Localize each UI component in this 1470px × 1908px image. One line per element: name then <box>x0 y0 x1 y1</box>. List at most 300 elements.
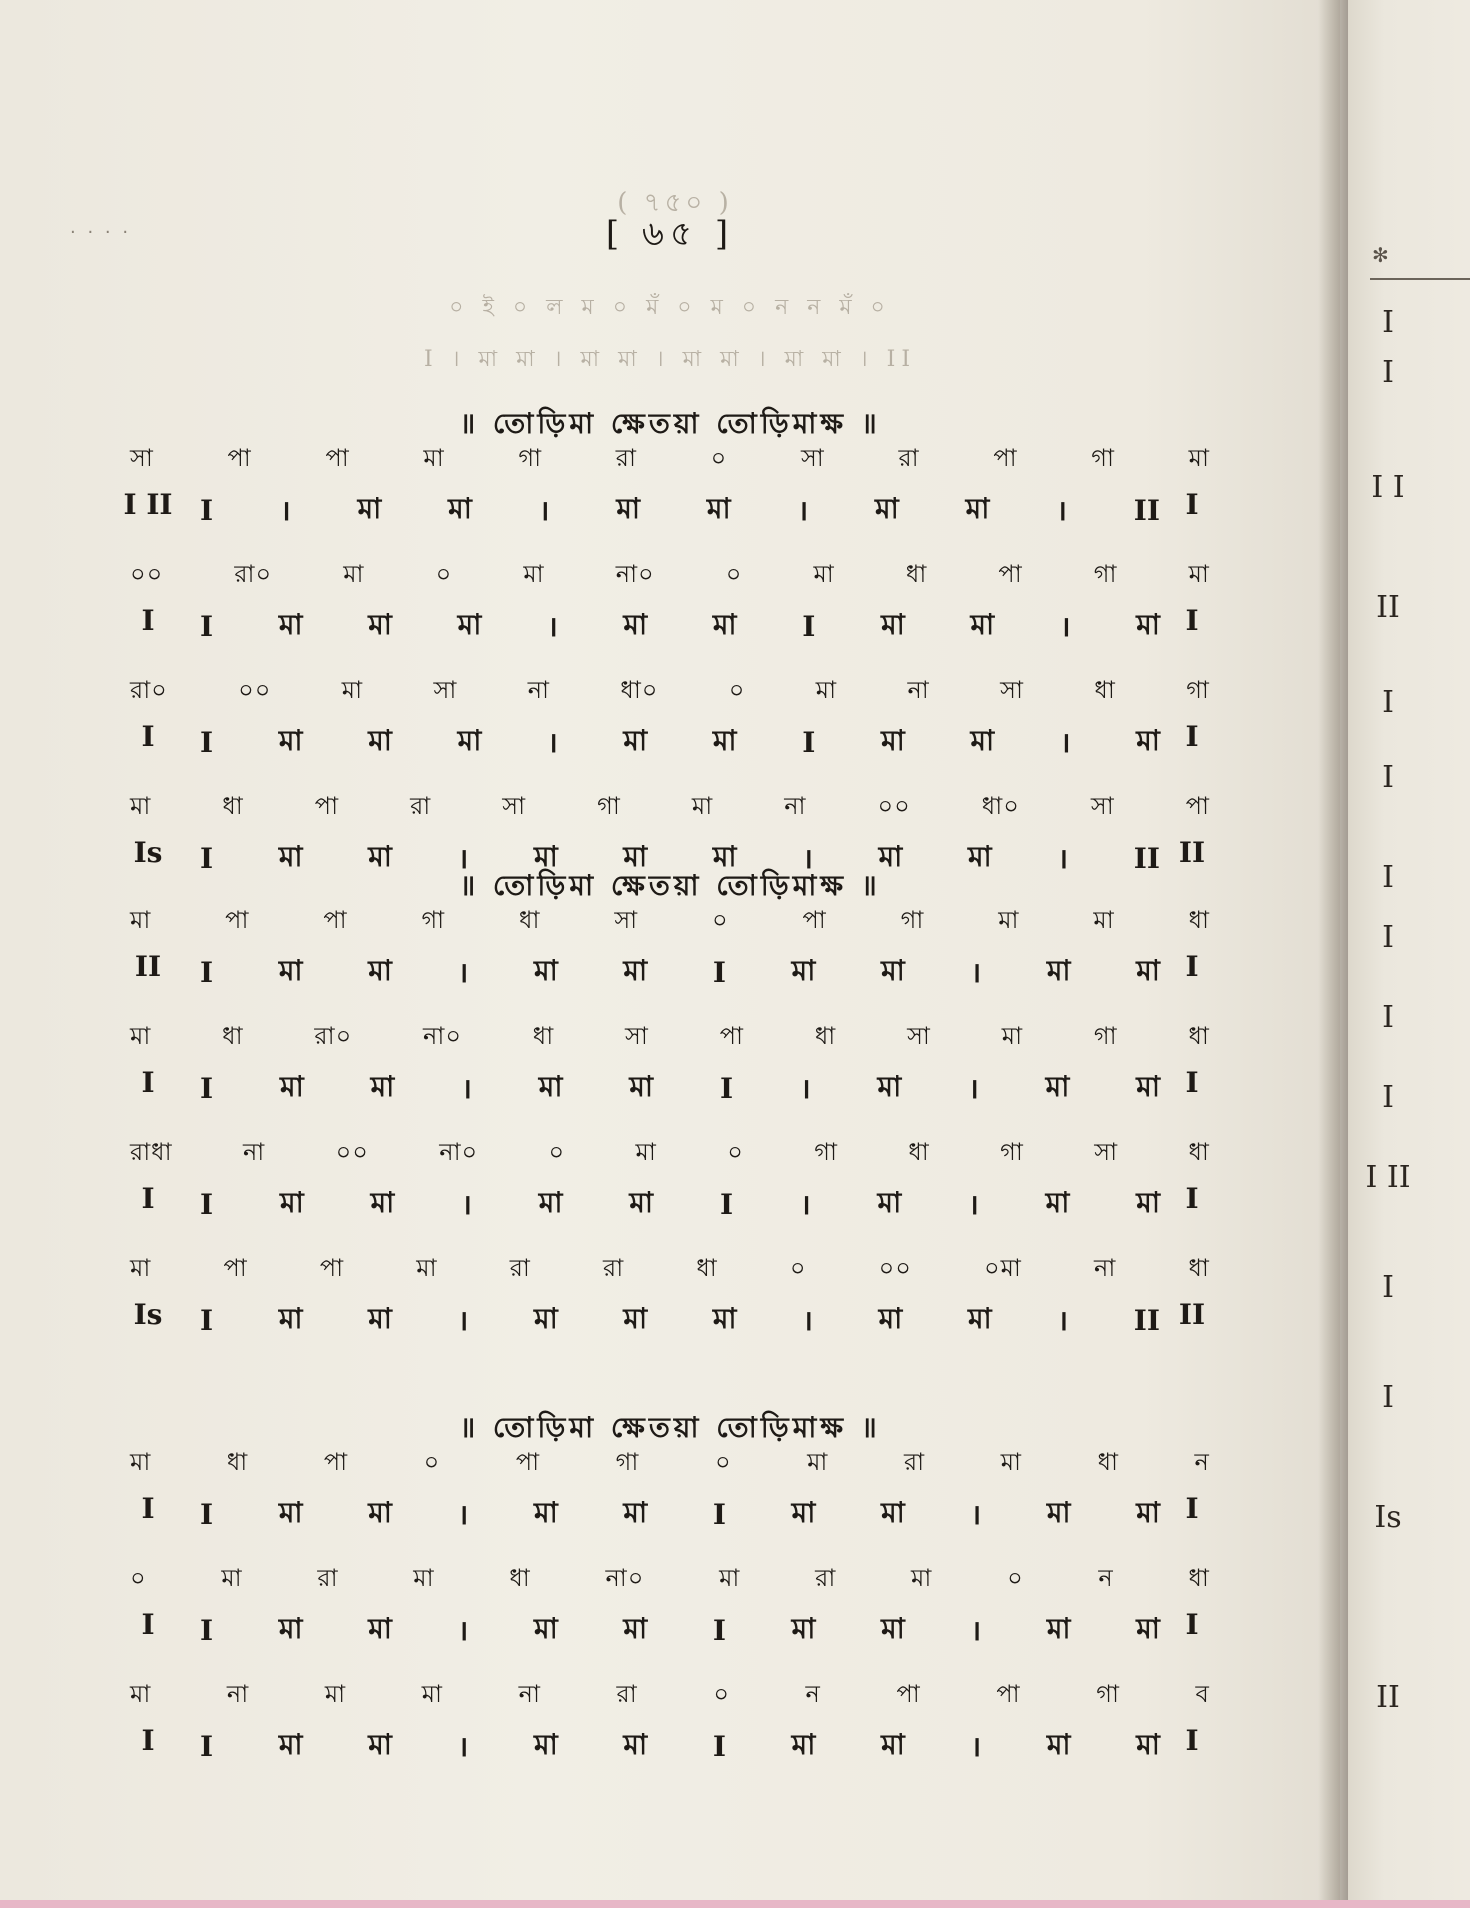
swara-note: সা <box>433 676 458 704</box>
tala-mark: মা <box>368 607 392 641</box>
swara-note: রা০ <box>130 676 168 704</box>
facing-page-bar-mark: I II <box>1365 1160 1411 1195</box>
right-bar-mark: I <box>1185 1492 1199 1525</box>
tala-mark: মা <box>534 839 558 873</box>
tala-mark: মা <box>538 1185 563 1219</box>
tala-mark: মা <box>881 1611 905 1645</box>
swara-note: মা <box>1188 444 1210 472</box>
tala-mark: মা <box>280 1185 304 1219</box>
swara-note: না <box>784 792 807 820</box>
tala-mark: মা <box>623 953 648 987</box>
swara-note: মা <box>813 560 835 588</box>
swara-note: পা <box>993 444 1018 472</box>
tala-mark: মা <box>968 1301 992 1335</box>
swara-note: মা <box>911 1564 933 1592</box>
swara-note: গা <box>597 792 621 820</box>
swara-note: পা <box>515 1448 541 1476</box>
tala-mark: । <box>547 610 558 643</box>
swara-note: ০ <box>710 444 728 472</box>
tala-mark: । <box>968 1188 979 1221</box>
facing-page-bar-mark: I <box>1382 1380 1394 1415</box>
tala-mark: II <box>1133 1303 1160 1337</box>
swara-note: রা <box>603 1254 625 1282</box>
swara-note: গা <box>1096 1680 1120 1708</box>
tala-mark: II <box>1133 841 1160 875</box>
tala-row <box>200 950 1160 994</box>
right-bar-mark: I <box>1185 720 1199 753</box>
swara-note: ধা <box>905 560 928 588</box>
swara-row <box>130 554 1210 598</box>
bottom-edge-strip <box>0 1900 1470 1908</box>
right-bar-mark: II <box>1178 836 1206 869</box>
tala-mark: মা <box>623 1301 648 1335</box>
tala-mark: I <box>712 1613 726 1647</box>
swara-note: মা <box>719 1564 741 1592</box>
tala-mark: মা <box>370 1069 395 1103</box>
left-bar-mark: I <box>141 1492 155 1525</box>
swara-note: রা <box>616 1680 638 1708</box>
swara-note: সা <box>130 444 154 472</box>
tala-mark: মা <box>368 723 392 757</box>
tala-mark: । <box>968 1072 979 1105</box>
swara-note: ০ <box>789 1254 807 1282</box>
swara-note: ধা <box>696 1254 718 1282</box>
tala-mark: । <box>799 1188 811 1221</box>
tala-mark: I <box>200 493 214 527</box>
tala-mark: মা <box>623 1727 648 1761</box>
swara-note: ন <box>805 1680 821 1708</box>
left-bar-mark: II <box>134 950 162 983</box>
tala-mark: মা <box>881 953 905 987</box>
tala-mark: মা <box>1136 1495 1160 1529</box>
swara-note: মা <box>691 792 714 820</box>
tala-mark: । <box>457 1730 469 1763</box>
tala-mark: মা <box>1046 1611 1071 1645</box>
tala-mark: মা <box>1136 1727 1160 1761</box>
swara-note: মা <box>221 1564 243 1592</box>
swara-note: ০০ <box>335 1138 369 1166</box>
swara-note: সা <box>1090 792 1115 820</box>
tala-mark: মা <box>1136 723 1160 757</box>
tala-mark: মা <box>970 723 995 757</box>
swara-note: রা <box>410 792 432 820</box>
tala-row <box>200 1182 1160 1226</box>
swara-row <box>130 786 1210 830</box>
tala-mark: মা <box>965 491 990 525</box>
facing-page-bar-mark: I <box>1382 920 1394 955</box>
swara-note: গা <box>615 1448 640 1476</box>
book-gutter <box>1318 0 1348 1908</box>
facing-page <box>1348 0 1470 1908</box>
tala-mark: মা <box>877 1069 902 1103</box>
tala-row <box>200 604 1160 648</box>
tala-mark: মা <box>280 1069 304 1103</box>
swara-note: রা <box>898 444 920 472</box>
swara-note: পা <box>998 560 1023 588</box>
swara-note: সা <box>1000 676 1024 704</box>
facing-page-bar-mark: I <box>1382 1000 1394 1035</box>
tala-mark: মা <box>1136 953 1160 987</box>
facing-page-bar-mark: II <box>1376 1680 1400 1715</box>
swara-note: ধা০ <box>981 792 1020 820</box>
swara-note: সা <box>502 792 527 820</box>
tala-mark: মা <box>881 1495 905 1529</box>
swara-note: গা <box>1091 444 1115 472</box>
swara-note: গা <box>900 906 925 934</box>
tala-mark: মা <box>368 1495 392 1529</box>
tala-mark: মা <box>538 1069 563 1103</box>
tala-mark: মা <box>712 607 737 641</box>
swara-note: মা <box>130 792 152 820</box>
swara-note: পা <box>1185 792 1210 820</box>
left-bar-mark: I II <box>123 488 173 521</box>
swara-note: ন <box>1194 1448 1210 1476</box>
swara-note: না <box>226 1680 250 1708</box>
tala-mark: । <box>970 1614 982 1647</box>
tala-mark: I <box>719 1187 734 1221</box>
facing-page-bar-mark: I <box>1382 355 1394 390</box>
swara-note: ০ <box>548 1138 566 1166</box>
tala-mark: I <box>802 609 816 643</box>
swara-note: ধা <box>532 1022 555 1050</box>
tala-mark: । <box>802 842 813 875</box>
swara-note: গা <box>518 444 543 472</box>
tala-mark: । <box>280 494 291 527</box>
swara-note: না০ <box>423 1022 462 1050</box>
swara-note: ধা <box>1188 906 1210 934</box>
tala-mark: মা <box>791 1727 816 1761</box>
swara-note: পা <box>719 1022 744 1050</box>
tala-mark: I <box>200 725 214 759</box>
facing-page-bar-mark: I <box>1382 760 1394 795</box>
tala-mark: মা <box>791 1611 816 1645</box>
swara-note: ধা <box>908 1138 930 1166</box>
tala-mark: । <box>970 956 982 989</box>
swara-note: মা <box>815 676 838 704</box>
tala-mark: । <box>1057 1304 1069 1337</box>
tala-mark: মা <box>534 1727 558 1761</box>
swara-note: মা <box>421 1680 444 1708</box>
tala-mark: । <box>547 726 558 759</box>
swara-note: মা <box>523 560 545 588</box>
tala-mark: । <box>457 842 469 875</box>
tala-mark: মা <box>1046 1727 1071 1761</box>
tala-mark: I <box>200 955 214 989</box>
tala-mark: মা <box>881 607 905 641</box>
swara-note: পা <box>323 1448 349 1476</box>
page-number-bleedthrough: ( ৭৫০ ) <box>617 188 733 218</box>
swara-note: ০ <box>1007 1564 1024 1592</box>
tala-mark: মা <box>368 1727 392 1761</box>
swara-note: মা <box>413 1564 435 1592</box>
tala-mark: মা <box>791 1495 816 1529</box>
tala-row <box>200 1066 1160 1110</box>
swara-note: না <box>242 1138 266 1166</box>
swara-note: মা <box>130 906 152 934</box>
swara-note: ধা <box>509 1564 531 1592</box>
tala-mark: মা <box>623 1611 648 1645</box>
swara-note: রা০ <box>234 560 273 588</box>
swara-note: ধা <box>226 1448 249 1476</box>
swara-note: পা <box>223 1254 248 1282</box>
swara-note: পা <box>996 1680 1021 1708</box>
swara-note: ধা <box>1188 1564 1210 1592</box>
swara-note: ধা <box>1097 1448 1119 1476</box>
facing-page-bar-mark: II <box>1376 590 1400 625</box>
swara-note: রা <box>615 444 637 472</box>
tala-mark: I <box>712 1497 726 1531</box>
tala-mark: । <box>1059 726 1071 759</box>
tala-mark: মা <box>712 1301 737 1335</box>
tala-mark: I <box>200 1613 214 1647</box>
tala-mark: মা <box>534 1495 558 1529</box>
tala-mark: মা <box>534 1301 558 1335</box>
swara-note: মা <box>130 1254 152 1282</box>
swara-note: ০ <box>130 1564 147 1592</box>
facing-page-bar-mark: I <box>1382 1270 1394 1305</box>
tala-mark: I <box>712 1729 726 1763</box>
swara-note: না <box>527 676 550 704</box>
swara-row <box>130 438 1210 482</box>
facing-page-bar-mark: I <box>1382 1080 1394 1115</box>
facing-page-bar-mark: I <box>1382 860 1394 895</box>
tala-mark: মা <box>712 839 737 873</box>
right-bar-mark: I <box>1185 950 1199 983</box>
tala-mark: মা <box>278 1495 303 1529</box>
swara-note: গা <box>1000 1138 1024 1166</box>
tala-mark: মা <box>1136 1069 1160 1103</box>
tala-mark: মা <box>878 839 903 873</box>
section-heading: ॥ তোড়িমা ক্ষেতয়া তোড়িমাক্ষ ॥ <box>459 869 881 902</box>
swara-note: ০০ <box>877 792 911 820</box>
tala-mark: । <box>538 494 550 527</box>
left-bar-mark: I <box>141 1066 155 1099</box>
swara-note: মা <box>1093 906 1115 934</box>
right-bar-mark: I <box>1185 1066 1199 1099</box>
swara-note: রা <box>815 1564 837 1592</box>
swara-note: রা <box>903 1448 926 1476</box>
tala-mark: । <box>1059 610 1071 643</box>
swara-row <box>130 1248 1210 1292</box>
tala-mark: মা <box>457 607 482 641</box>
swara-note: ধা <box>814 1022 837 1050</box>
tala-mark: I <box>200 609 214 643</box>
swara-note: মা <box>807 1448 829 1476</box>
left-bar-mark: I <box>141 1608 155 1641</box>
facing-page-ornament: ✻ <box>1372 243 1389 267</box>
swara-note: পা <box>802 906 827 934</box>
swara-note: ধা <box>1188 1254 1210 1282</box>
left-bar-mark: I <box>141 604 155 637</box>
tala-mark: I <box>200 1187 214 1221</box>
corner-mark: · · · · <box>70 222 132 243</box>
tala-mark: মা <box>370 1185 395 1219</box>
tala-mark: মা <box>534 953 558 987</box>
tala-mark: মা <box>278 1301 303 1335</box>
tala-mark: মা <box>357 491 382 525</box>
tala-row <box>200 720 1160 764</box>
tala-mark: I <box>712 955 726 989</box>
tala-mark: মা <box>623 723 648 757</box>
page-number: [ ৬৫ ] <box>605 214 735 254</box>
swara-note: সা <box>625 1022 649 1050</box>
tala-mark: । <box>970 1498 982 1531</box>
left-bar-mark: I <box>141 1182 155 1215</box>
tala-mark: মা <box>1045 1069 1070 1103</box>
tala-row <box>200 1492 1160 1536</box>
tala-row <box>200 1724 1160 1768</box>
swara-note: গা <box>1186 676 1210 704</box>
swara-note: ০ <box>423 1448 441 1476</box>
swara-note: ০ <box>727 1138 744 1166</box>
tala-mark: মা <box>629 1069 654 1103</box>
tala-mark: I <box>200 1497 214 1531</box>
swara-note: রাধা <box>130 1138 173 1166</box>
swara-note: ধা <box>1188 1022 1210 1050</box>
tala-row <box>200 488 1160 532</box>
swara-note: না <box>1094 1254 1117 1282</box>
swara-row <box>130 1132 1210 1176</box>
tala-mark: মা <box>877 1185 902 1219</box>
tala-mark: I <box>200 1303 214 1337</box>
swara-note: রা <box>509 1254 531 1282</box>
tala-mark: মা <box>623 607 648 641</box>
swara-note: মা <box>1001 1022 1024 1050</box>
swara-note: পা <box>323 906 348 934</box>
tala-row <box>200 1298 1160 1342</box>
tala-mark: মা <box>278 1727 303 1761</box>
tala-mark: মা <box>1136 607 1160 641</box>
swara-note: গা <box>421 906 446 934</box>
tala-mark: I <box>200 841 214 875</box>
swara-note: সা <box>907 1022 931 1050</box>
swara-note: ০০ <box>130 560 164 588</box>
swara-note: পা <box>225 906 250 934</box>
tala-mark: মা <box>629 1185 654 1219</box>
tala-mark: মা <box>368 1301 392 1335</box>
swara-note: ০ <box>712 906 729 934</box>
swara-note: মা <box>130 1022 152 1050</box>
tala-mark: মা <box>457 723 482 757</box>
tala-mark: মা <box>1045 1185 1070 1219</box>
header-swara-row: ০ ই ০ ল ম ০ মঁ ০ ম ০ ন ন মঁ ০ <box>449 295 891 320</box>
tala-mark: । <box>1057 842 1069 875</box>
tala-mark: মা <box>278 607 303 641</box>
swara-note: ধা <box>519 906 541 934</box>
tala-mark: মা <box>1046 1495 1071 1529</box>
tala-mark: মা <box>623 1495 648 1529</box>
facing-page-rule <box>1370 278 1470 280</box>
swara-note: গা <box>1093 560 1118 588</box>
swara-row <box>130 1016 1210 1060</box>
right-bar-mark: I <box>1185 604 1199 637</box>
tala-mark: । <box>799 1072 811 1105</box>
tala-mark: । <box>461 1188 472 1221</box>
swara-row <box>130 900 1210 944</box>
swara-note: মা <box>635 1138 657 1166</box>
tala-row <box>200 1608 1160 1652</box>
tala-mark: মা <box>791 953 816 987</box>
tala-mark: মা <box>368 1611 392 1645</box>
tala-mark: মা <box>534 1611 558 1645</box>
right-bar-mark: II <box>1178 1298 1206 1331</box>
tala-mark: । <box>802 1304 813 1337</box>
tala-mark: মা <box>1136 1611 1160 1645</box>
header-tala-row: I । মা মা । মা মা । মা মা । মা মা । II <box>423 347 917 372</box>
swara-note: ন <box>1098 1564 1114 1592</box>
tala-mark: মা <box>881 723 905 757</box>
swara-note: মা <box>341 676 364 704</box>
facing-page-bar-mark: I I <box>1371 470 1405 505</box>
swara-note: ধা <box>222 1022 244 1050</box>
swara-note: ০ <box>728 676 746 704</box>
swara-note: মা <box>998 906 1020 934</box>
swara-note: ০ <box>725 560 743 588</box>
swara-note: ধা <box>1094 676 1116 704</box>
tala-mark: মা <box>278 723 303 757</box>
swara-note: না <box>518 1680 541 1708</box>
tala-mark: I <box>200 1071 214 1105</box>
right-bar-mark: I <box>1185 1182 1199 1215</box>
tala-mark: মা <box>368 953 392 987</box>
tala-mark: I <box>200 1729 214 1763</box>
tala-mark: মা <box>368 839 392 873</box>
left-bar-mark: Is <box>133 1298 163 1331</box>
tala-mark: মা <box>1136 1185 1160 1219</box>
facing-page-bar-mark: I <box>1382 685 1394 720</box>
tala-mark: । <box>457 1614 469 1647</box>
tala-mark: মা <box>881 1727 905 1761</box>
swara-note: মা <box>324 1680 347 1708</box>
swara-note: গা <box>1093 1022 1118 1050</box>
tala-mark: । <box>970 1730 982 1763</box>
tala-mark: মা <box>278 839 303 873</box>
facing-page-bar-mark: I <box>1382 305 1394 340</box>
swara-note: মা <box>343 560 365 588</box>
swara-row <box>130 1442 1210 1486</box>
swara-note: না০ <box>439 1138 479 1166</box>
swara-note: সা <box>800 444 825 472</box>
tala-mark: II <box>1133 493 1160 527</box>
right-bar-mark: I <box>1185 1724 1199 1757</box>
swara-note: পা <box>325 444 350 472</box>
tala-mark: । <box>1056 494 1067 527</box>
right-bar-mark: I <box>1185 1608 1199 1641</box>
swara-note: না০ <box>605 1564 645 1592</box>
tala-mark: মা <box>616 491 640 525</box>
swara-note: সা <box>614 906 639 934</box>
tala-mark: মা <box>706 491 731 525</box>
swara-note: পা <box>227 444 252 472</box>
left-bar-mark: I <box>141 720 155 753</box>
swara-note: মা <box>1000 1448 1022 1476</box>
swara-note: মা <box>130 1680 152 1708</box>
swara-note: ০ <box>714 1448 732 1476</box>
tala-mark: মা <box>1046 953 1071 987</box>
tala-mark: মা <box>878 1301 903 1335</box>
section-heading: ॥ তোড়িমা ক্ষেতয়া তোড়িমাক্ষ ॥ <box>459 1411 881 1444</box>
facing-page-bar-mark: Is <box>1374 1500 1402 1535</box>
swara-note: ধা <box>1188 1138 1210 1166</box>
swara-row <box>130 670 1210 714</box>
swara-note: গা <box>814 1138 838 1166</box>
swara-note: মা <box>416 1254 438 1282</box>
swara-note: ০ <box>435 560 453 588</box>
tala-mark: । <box>461 1072 472 1105</box>
swara-note: ০ <box>713 1680 730 1708</box>
swara-note: ০০ <box>238 676 272 704</box>
tala-mark: । <box>457 1498 469 1531</box>
